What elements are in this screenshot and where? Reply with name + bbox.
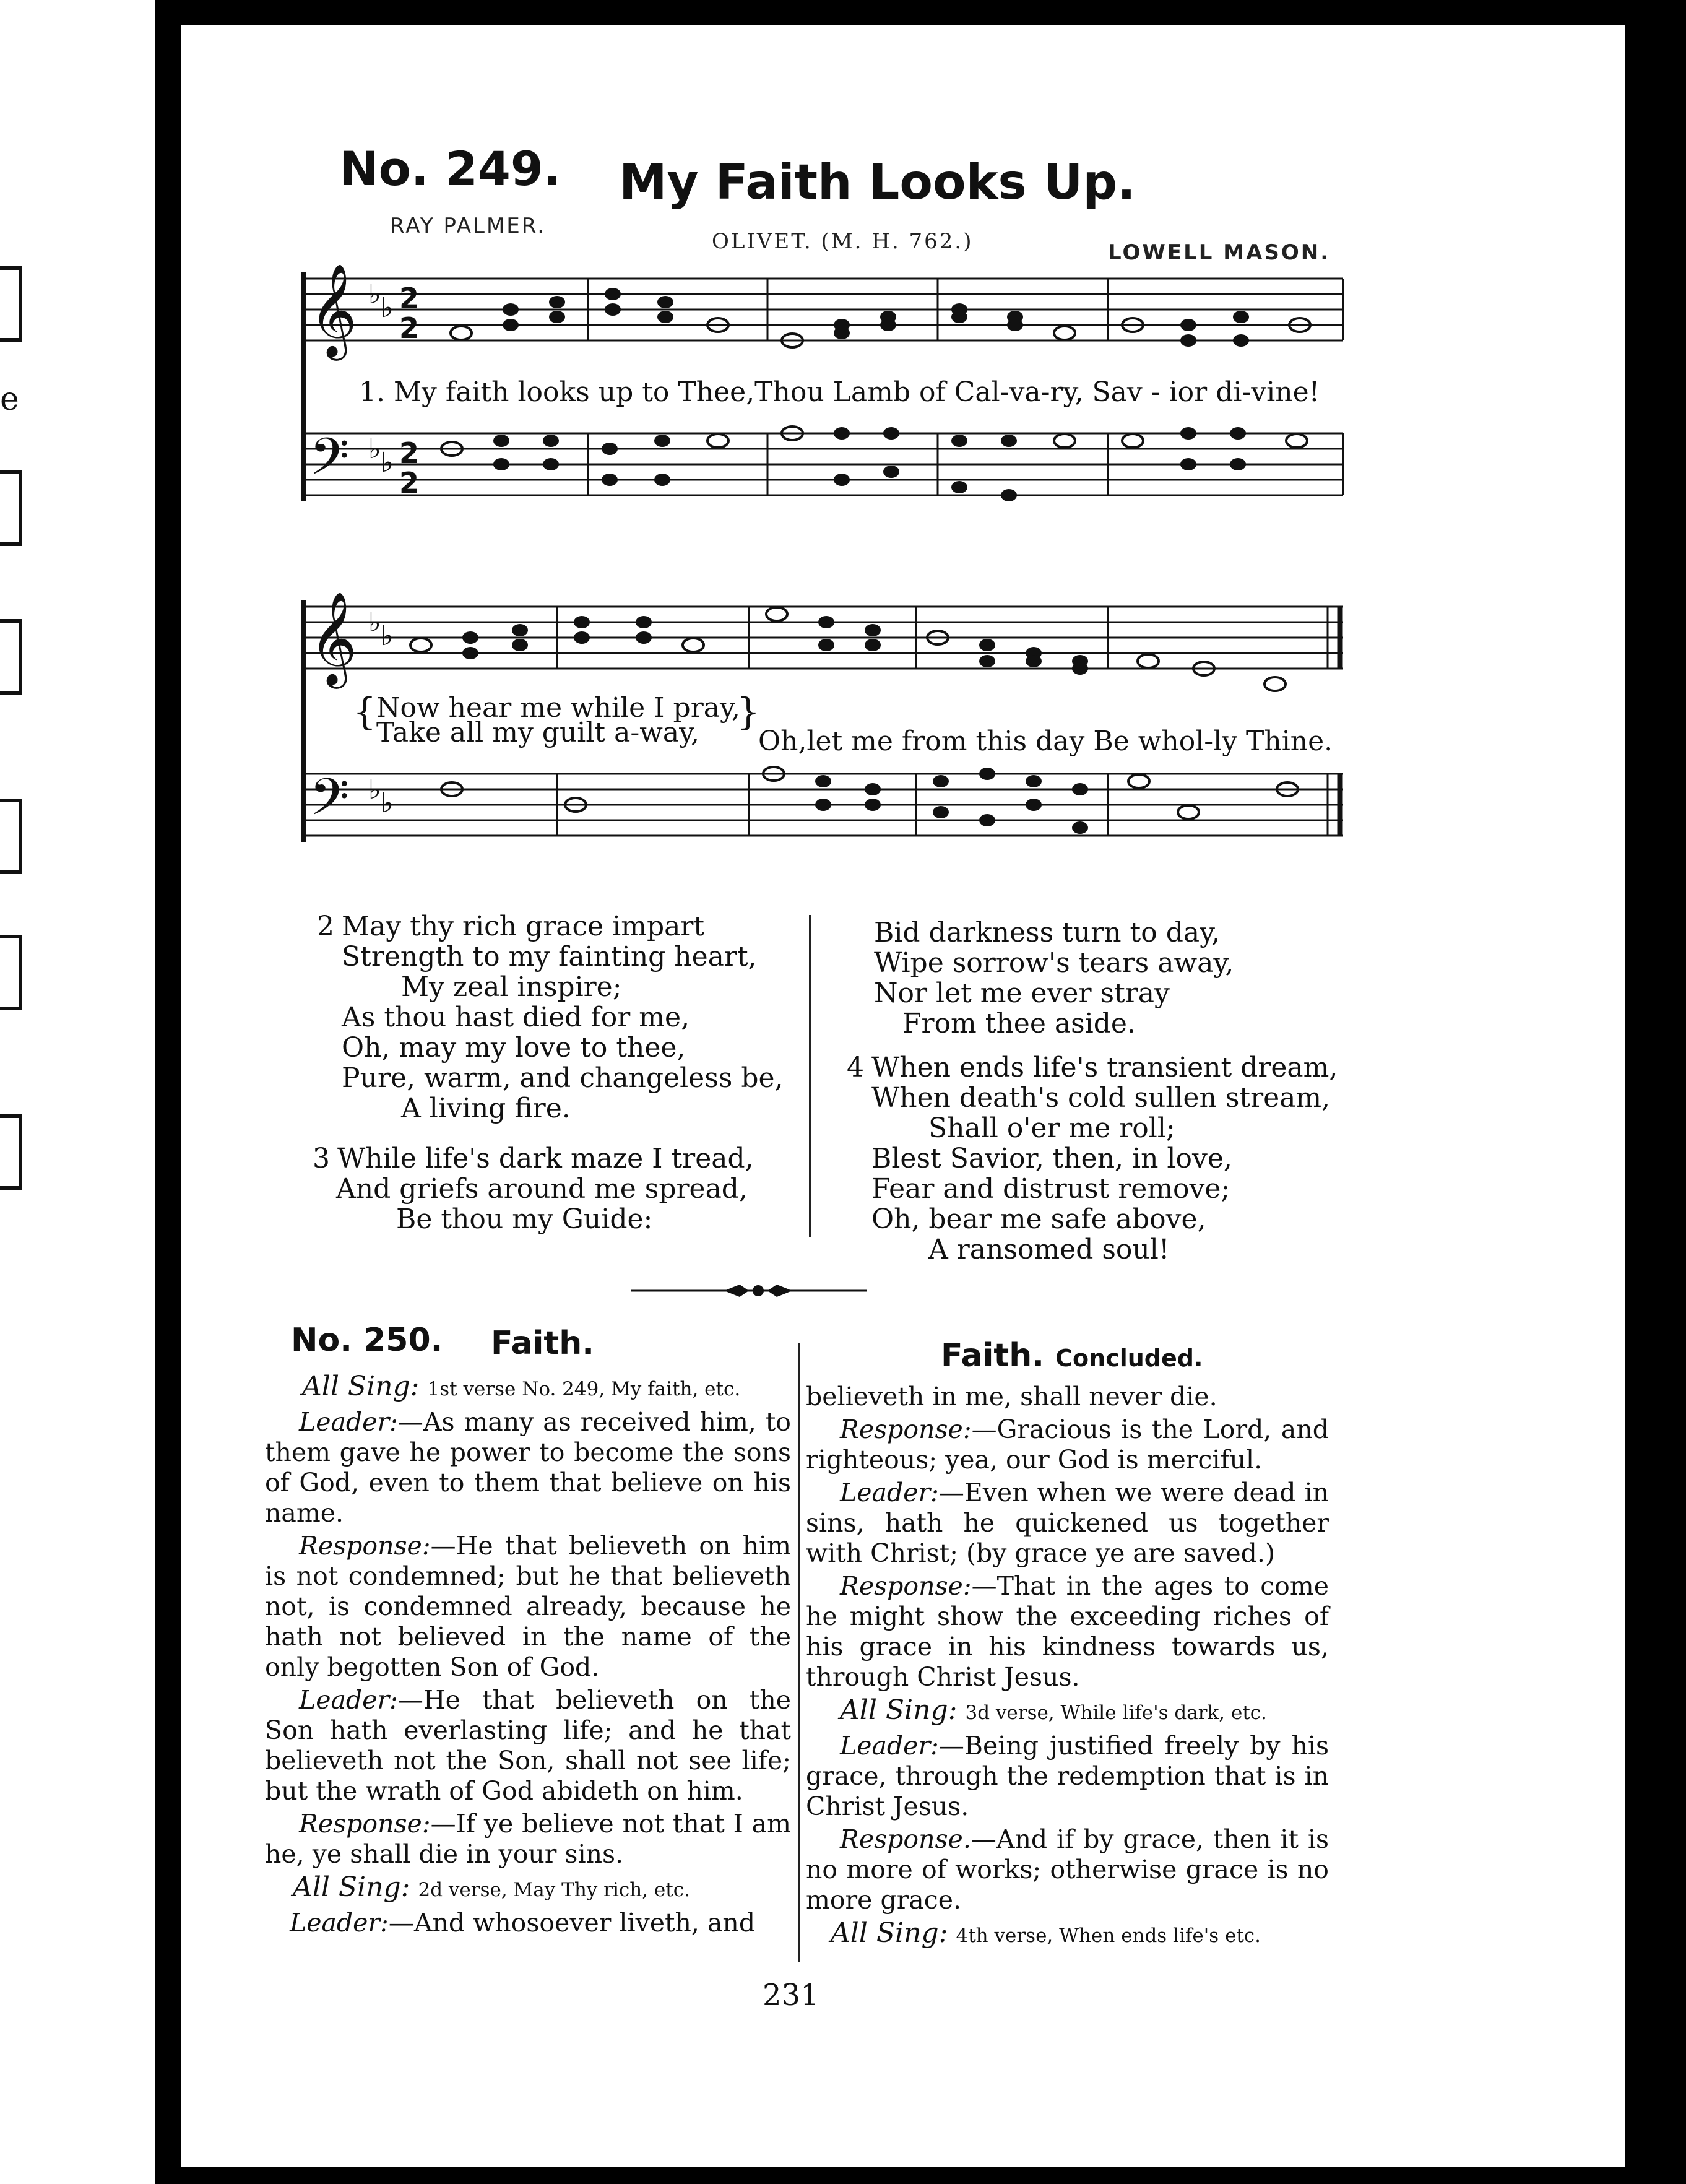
hymn-composer: LOWELL MASON.: [1108, 240, 1331, 265]
hymn-number: No. 249.: [339, 141, 561, 196]
svg-text:♭: ♭: [381, 620, 394, 652]
reading-column-divider: [798, 1343, 800, 1962]
hymn-author: RAY PALMER.: [390, 214, 547, 238]
hymn-title: My Faith Looks Up.: [619, 155, 1136, 210]
facing-page-edge: [0, 0, 155, 2184]
svg-text:♭: ♭: [381, 447, 394, 479]
verse-3: 3 While life's dark maze I tread, And griefs around me spread, Be thou my Guide:: [313, 1143, 754, 1235]
reading-column-left: All Sing: 1st verse No. 249, My faith, etc. Leader:—As many as received him, to them gave he power to become the sons of God, even to them that believe on his name. Response:—He that believeth on him is not condemned; but he that believeth not, is condemned already, because he hath not believed in the name of the only begotten Son of God. Leader:—He that believeth on the Son hath everlasting life; and he that believeth not the Son, shall not see life; but the wrath of God abideth on him. Response:—If ye believe not that I am he, ye shall die in your sins. All Sing: 2d verse, May Thy rich, etc. Leader:—And whosoever liveth, and: [265, 1371, 791, 1938]
treble-clef-icon: 𝄞: [309, 591, 357, 685]
verse-column-divider: [809, 915, 811, 1237]
ornament-divider: [631, 1278, 867, 1303]
staff-fragment: [0, 799, 22, 874]
reading-number: No. 250.: [291, 1322, 443, 1359]
reading-title: Faith.: [491, 1325, 595, 1362]
hymn-tune: OLIVET. (M. H. 762.): [712, 229, 974, 254]
svg-text:♭: ♭: [368, 279, 381, 310]
brace-icon: {: [353, 690, 377, 734]
lyric-line-2b: Take all my guilt a-way,: [376, 717, 700, 748]
bass-clef-icon: 𝄢: [309, 767, 350, 839]
svg-text:♭: ♭: [381, 787, 394, 819]
staff-fragment: [0, 266, 22, 342]
staff-fragment: [0, 619, 22, 695]
svg-text:2: 2: [399, 311, 420, 345]
reading-title-concluded: Faith. Concluded.: [941, 1337, 1203, 1374]
svg-text:♭: ♭: [368, 774, 381, 805]
reading-column-right: believeth in me, shall never die. Response:—Gracious is the Lord, and righteous; yea, our God is merciful. Leader:—Even when we were dead in sins, hath he quickened us together with Christ; (by grace ye are saved.) Response:—That in the ages to come he might show the exceeding riches of his grace in his kindness towards us, through Christ Jesus. All Sing: 3d verse, While life's dark, etc. Leader:—Being justified freely by his grace, through the redemption that is in Christ Jesus. Response.—And if by grace, then it is no more of works; otherwise grace is no more grace. All Sing: 4th verse, When ends life's etc.: [806, 1382, 1329, 1949]
svg-text:♭: ♭: [381, 292, 394, 324]
treble-staff: [303, 279, 1343, 340]
treble-clef-icon: 𝄞: [309, 262, 357, 357]
page-number: 231: [763, 1978, 819, 2013]
svg-text:2: 2: [399, 436, 420, 470]
lyric-line-2a: Now hear me while I pray,: [376, 692, 740, 724]
staff-fragment: [0, 935, 22, 1010]
bass-clef-icon: 𝄢: [309, 427, 350, 499]
verse-3-continued: Bid darkness turn to day, Wipe sorrow's tears away, Nor let me ever stray From thee aside.: [874, 917, 1234, 1039]
svg-text:♭: ♭: [368, 433, 381, 465]
verse-2: 2 May thy rich grace impart Strength to my fainting heart, My zeal inspire; As thou hast died for me, Oh, may my love to thee, Pure, warm, and changeless be, A living fire.: [317, 911, 784, 1124]
treble-staff-2: [303, 607, 1343, 669]
staff-fragment: [0, 470, 22, 546]
lyric-line-2c: Oh,let me from this day Be whol-ly Thine.: [758, 726, 1333, 757]
svg-text:2: 2: [399, 466, 420, 500]
brace-icon: }: [737, 690, 761, 734]
svg-text:2: 2: [399, 282, 420, 315]
verse-4: 4 When ends life's transient dream, When death's cold sullen stream, Shall o'er me roll; Blest Savior, then, in love, Fear and distrust remove; Oh, bear me safe above, A ransomed soul!: [847, 1052, 1338, 1265]
lyric-line-1: 1. My faith looks up to Thee,Thou Lamb of Cal-va-ry, Sav - ior di-vine!: [359, 376, 1320, 408]
svg-text:♭: ♭: [368, 607, 381, 638]
staff-fragment: [0, 1114, 22, 1190]
text-fragment: e: [0, 381, 19, 418]
